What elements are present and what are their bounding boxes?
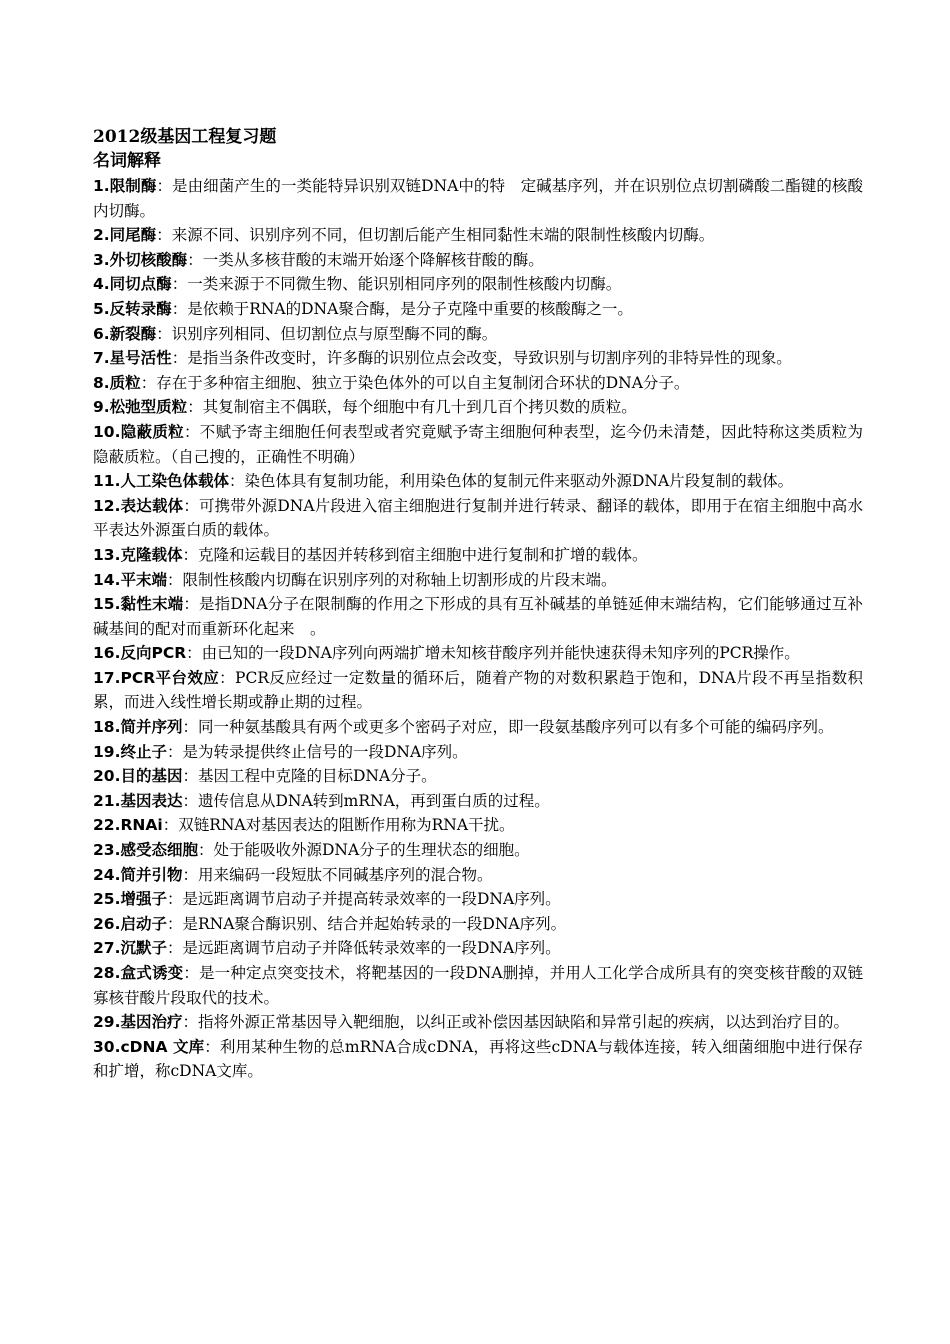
- glossary-term: 3.外切核酸酶: [93, 250, 188, 269]
- glossary-entry: [93, 297, 863, 322]
- glossary-term: 11.人工染色体载体: [93, 472, 229, 491]
- term-separator: ：: [182, 791, 198, 810]
- glossary-definition: 是远距离调节启动子并降低转录效率的一段DNA序列。: [182, 939, 561, 958]
- glossary-term: 12.表达载体: [93, 496, 184, 515]
- glossary-definition: PCR反应经过一定数量的循环后，随着产物的对数积累趋于饱和，DNA片段不再呈指数积累，而进入线性增长期或静止期的过程。: [93, 668, 863, 712]
- glossary-definition: 其复制宿主不偶联，每个细胞中有几十到几百个拷贝数的质粒。: [202, 398, 637, 417]
- glossary-definition: 限制性核酸内切酶在识别序列的对称轴上切割形成的片段末端。: [182, 570, 617, 589]
- term-separator: ：: [183, 595, 199, 614]
- glossary-entry: [93, 887, 863, 912]
- glossary-term: 2.同尾酶: [93, 226, 157, 245]
- glossary-term: 28.盒式诱变: [93, 964, 184, 982]
- glossary-term: 14.平末端: [93, 570, 167, 589]
- glossary-entry: [93, 641, 863, 666]
- glossary-term: 23.感受态细胞: [93, 841, 198, 860]
- term-separator: ：: [182, 545, 198, 564]
- glossary-term: 15.黏性末端: [93, 595, 184, 614]
- term-separator: ：: [182, 865, 198, 884]
- term-separator: ：: [156, 226, 172, 245]
- glossary-definition: 是指当条件改变时，许多酶的识别位点会改变，导致识别与切割序列的非特异性的现象。: [187, 349, 792, 368]
- glossary-definition: 由已知的一段DNA序列向两端扩增未知核苷酸序列并能快速获得未知序列的PCR操作。: [201, 644, 800, 663]
- glossary-entry: [93, 322, 863, 347]
- glossary-definition: 一类来源于不同微生物、能识别相同序列的限制性核酸内切酶。: [187, 275, 622, 294]
- term-separator: ：: [186, 644, 202, 663]
- glossary-entry: [93, 494, 863, 543]
- glossary-term: 7.星号活性: [93, 349, 172, 368]
- glossary-term: 6.新裂酶: [93, 324, 157, 343]
- glossary-definition: 同一种氨基酸具有两个或更多个密码子对应，即一段氨基酸序列可以有多个可能的编码序列。: [197, 718, 834, 737]
- term-separator: ：: [197, 841, 214, 860]
- glossary-entry: [93, 174, 863, 223]
- glossary-term: 20.目的基因: [93, 767, 183, 786]
- glossary-entry: [93, 912, 863, 937]
- glossary-definition: 可携带外源DNA片段进入宿主细胞进行复制并进行转录、翻译的载体，即用于在宿主细胞中高水平表达外源蛋白质的载体。: [93, 496, 863, 540]
- glossary-entry: [93, 936, 863, 961]
- term-separator: ：: [171, 299, 188, 318]
- glossary-entry: [93, 740, 863, 765]
- glossary-definition: 处于能吸收外源DNA分子的生理状态的细胞。: [213, 841, 530, 860]
- glossary-term: 25.增强子: [93, 890, 167, 909]
- term-separator: ：: [166, 914, 183, 933]
- glossary-term: 27.沉默子: [93, 939, 167, 958]
- glossary-term: 9.松弛型质粒: [93, 398, 188, 417]
- glossary-entry: [93, 346, 863, 371]
- term-separator: ：: [204, 1037, 220, 1056]
- glossary-entry: [93, 568, 863, 593]
- document-page: [93, 125, 863, 1084]
- glossary-definition: 是一种定点突变技术，将靶基因的一段DNA删掉，并用人工化学合成所具有的突变核苷酸的双链寡核苷酸片段取代的技术。: [93, 964, 863, 1007]
- glossary-entry: [93, 838, 863, 863]
- glossary-entry: [93, 469, 863, 494]
- glossary-entry: [93, 961, 863, 1010]
- glossary-definition: 是RNA聚合酶识别、结合并起始转录的一段DNA序列。: [182, 914, 567, 933]
- glossary-entry: [93, 543, 863, 568]
- glossary-entry: [93, 223, 863, 248]
- glossary-definition: 基因工程中克隆的目标DNA分子。: [197, 767, 437, 786]
- glossary-definition: 是由细菌产生的一类能特异识别双链DNA中的特 定碱基序列，并在识别位点切割磷酸二酯键的核酸内切酶。: [93, 177, 863, 220]
- glossary-entry: [93, 420, 863, 469]
- term-separator: ：: [219, 668, 236, 687]
- glossary-definition: 是为转录提供终止信号的一段DNA序列。: [182, 742, 468, 761]
- section-heading: 名词解释: [93, 151, 161, 171]
- term-separator: ：: [166, 890, 183, 909]
- term-separator: ：: [156, 177, 173, 195]
- glossary-list: [93, 174, 863, 1084]
- term-separator: ：: [182, 718, 198, 737]
- glossary-entry: [93, 789, 863, 814]
- glossary-entry: [93, 592, 863, 641]
- term-separator: ：: [162, 816, 179, 835]
- glossary-term: 16.反向PCR: [93, 644, 187, 663]
- glossary-term: 30.cDNA 文库: [93, 1037, 205, 1056]
- term-separator: ：: [187, 250, 203, 269]
- term-separator: ：: [183, 964, 199, 982]
- glossary-entry: [93, 666, 863, 715]
- glossary-definition: 来源不同、识别序列不同，但切割后能产生相同黏性末端的限制性核酸内切酶。: [171, 226, 715, 245]
- glossary-term: 21.基因表达: [93, 791, 183, 810]
- glossary-entry: [93, 764, 863, 789]
- glossary-definition: 是依赖于RNA的DNA聚合酶，是分子克隆中重要的核酸酶之一。: [187, 299, 633, 318]
- glossary-definition: 遗传信息从DNA转到mRNA，再到蛋白质的过程。: [197, 791, 550, 810]
- glossary-term: 22.RNAi: [93, 816, 163, 835]
- glossary-entry: [93, 813, 863, 838]
- term-separator: ：: [183, 422, 200, 441]
- glossary-definition: 存在于多种宿主细胞、独立于染色体外的可以自主复制闭合环状的DNA分子。: [156, 373, 690, 392]
- term-separator: ：: [182, 1013, 198, 1032]
- glossary-entry: [93, 1035, 863, 1084]
- glossary-definition: 是指DNA分子在限制酶的作用之下形成的具有互补碱基的单链延伸末端结构，它们能够通过互补碱基间的配对而重新环化起来 。: [93, 595, 863, 638]
- term-separator: ：: [166, 570, 183, 589]
- glossary-entry: [93, 272, 863, 297]
- glossary-entry: [93, 395, 863, 420]
- glossary-definition: 双链RNA对基因表达的阻断作用称为RNA干扰。: [178, 816, 515, 835]
- glossary-term: 19.终止子: [93, 742, 167, 761]
- glossary-definition: 指将外源正常基因导入靶细胞，以纠正或补偿因基因缺陷和异常引起的疾病，以达到治疗目的。: [197, 1013, 849, 1032]
- glossary-term: 5.反转录酶: [93, 299, 172, 318]
- glossary-definition: 不赋予寄主细胞任何表型或者究竟赋予寄主细胞何种表型，迄今仍未清楚，因此特称这类质粒为隐蔽质粒。（自己搜的，正确性不明确）: [93, 422, 863, 466]
- document-title: 2012级基因工程复习题: [93, 127, 277, 147]
- glossary-definition: 克隆和运载目的基因并转移到宿主细胞中进行复制和扩增的载体。: [197, 545, 648, 564]
- term-separator: ：: [156, 324, 172, 343]
- glossary-definition: 利用某种生物的总mRNA合成cDNA，再将这些cDNA与载体连接，转入细菌细胞中进行保存和扩增，称cDNA文库。: [93, 1037, 863, 1081]
- term-separator: ：: [140, 373, 157, 392]
- term-separator: ：: [171, 275, 188, 294]
- glossary-definition: 是远距离调节启动子并提高转录效率的一段DNA序列。: [182, 890, 561, 909]
- term-separator: ：: [166, 939, 183, 958]
- glossary-definition: 用来编码一段短肽不同碱基序列的混合物。: [197, 865, 493, 884]
- glossary-entry: [93, 371, 863, 396]
- glossary-term: 13.克隆载体: [93, 545, 183, 564]
- glossary-term: 8.质粒: [93, 373, 141, 392]
- glossary-definition: 识别序列相同、但切割位点与原型酶不同的酶。: [171, 324, 498, 343]
- glossary-entry: [93, 1010, 863, 1035]
- glossary-term: 17.PCR平台效应: [93, 668, 220, 687]
- glossary-definition: 染色体具有复制功能，利用染色体的复制元件来驱动外源DNA片段复制的载体。: [244, 472, 794, 491]
- glossary-term: 4.同切点酶: [93, 275, 172, 294]
- glossary-entry: [93, 715, 863, 740]
- term-separator: ：: [228, 472, 245, 491]
- glossary-term: 24.简并引物: [93, 865, 183, 884]
- glossary-term: 29.基因治疗: [93, 1013, 183, 1032]
- glossary-entry: [93, 248, 863, 273]
- glossary-term: 1.限制酶: [93, 177, 157, 195]
- glossary-term: 26.启动子: [93, 914, 167, 933]
- term-separator: ：: [187, 398, 203, 417]
- glossary-term: 18.简并序列: [93, 718, 183, 737]
- term-separator: ：: [183, 496, 199, 515]
- term-separator: ：: [166, 742, 183, 761]
- glossary-entry: [93, 863, 863, 888]
- glossary-term: 10.隐蔽质粒: [93, 422, 184, 441]
- term-separator: ：: [182, 767, 198, 786]
- glossary-definition: 一类从多核苷酸的末端开始逐个降解核苷酸的酶。: [202, 250, 544, 269]
- term-separator: ：: [171, 349, 188, 368]
